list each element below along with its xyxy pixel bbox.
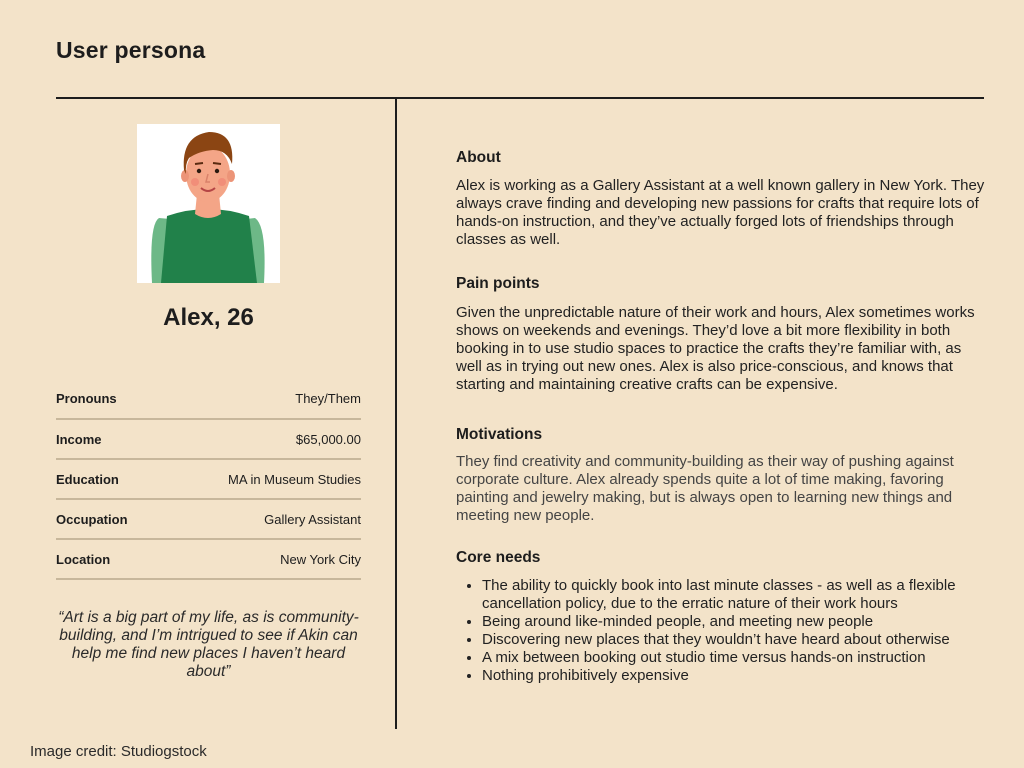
attribute-value: MA in Museum Studies — [228, 471, 361, 487]
avatar — [137, 124, 280, 283]
list-item: • Discovering new places that they wouldn’t have heard about otherwise — [482, 631, 1012, 649]
about-heading: About — [456, 149, 501, 166]
attribute-value: $65,000.00 — [295, 431, 361, 447]
core-needs-list — [456, 577, 1012, 685]
header-divider — [56, 97, 984, 99]
attribute-row-location — [56, 540, 361, 580]
attribute-label: Occupation — [56, 511, 128, 527]
page-title: User persona — [56, 37, 206, 63]
attribute-value: New York City — [280, 551, 361, 567]
attribute-value: Gallery Assistant — [264, 511, 361, 527]
list-item: • Being around like-minded people, and meeting new people — [482, 613, 1012, 631]
attribute-label: Location — [56, 551, 111, 567]
list-item: • A mix between booking out studio time versus hands-on instruction — [482, 649, 1012, 667]
motivations-text: They find creativity and community-building as their way of pushing against corporate culture. Alex already spends quite a lot of time making, favoring painting and jewelry making, but is always open to learning new things and meeting new people. — [456, 453, 954, 524]
pain-points-text: Given the unpredictable nature of their work and hours, Alex sometimes works shows on weekends and evenings. They’d love a bit more flexibility in both booking in to use studio spaces to practice the crafts they’re familiar with, as well as in trying out new ones. Alex is also price-conscious, and knows that starting and maintaining creative crafts can be expensive. — [456, 304, 975, 393]
attribute-row-pronouns — [56, 378, 361, 420]
list-item: • The ability to quickly book into last minute classes - as well as a flexible cancellation policy, due to the erratic nature of their work hours — [482, 577, 1012, 613]
attribute-value: They/Them — [295, 390, 361, 406]
attribute-row-occupation — [56, 500, 361, 540]
image-credit: Image credit: Studiogstock — [30, 743, 207, 760]
about-text: Alex is working as a Gallery Assistant at a well known gallery in New York. They always crave finding and developing new passions for crafts that require lots of hands-on instruction, and they’ve actually forged lots of friendships through classes as well. — [456, 177, 985, 248]
pain-points-heading: Pain points — [456, 275, 540, 292]
motivations-heading: Motivations — [456, 426, 543, 443]
persona-name: Alex, 26 — [163, 304, 254, 331]
attribute-label: Income — [56, 431, 102, 447]
attribute-label: Education — [56, 471, 119, 487]
core-needs-heading: Core needs — [456, 549, 541, 566]
column-divider — [395, 98, 397, 729]
persona-attributes — [56, 378, 361, 580]
persona-illustration — [137, 124, 280, 283]
attribute-row-education — [56, 460, 361, 500]
attribute-label: Pronouns — [56, 390, 117, 406]
attribute-row-income — [56, 420, 361, 460]
persona-quote: “Art is a big part of my life, as is community-building, and I’m intrigued to see if Akin can help me find new places I haven’t heard about” — [58, 609, 359, 680]
list-item: • Nothing prohibitively expensive — [482, 667, 1012, 685]
